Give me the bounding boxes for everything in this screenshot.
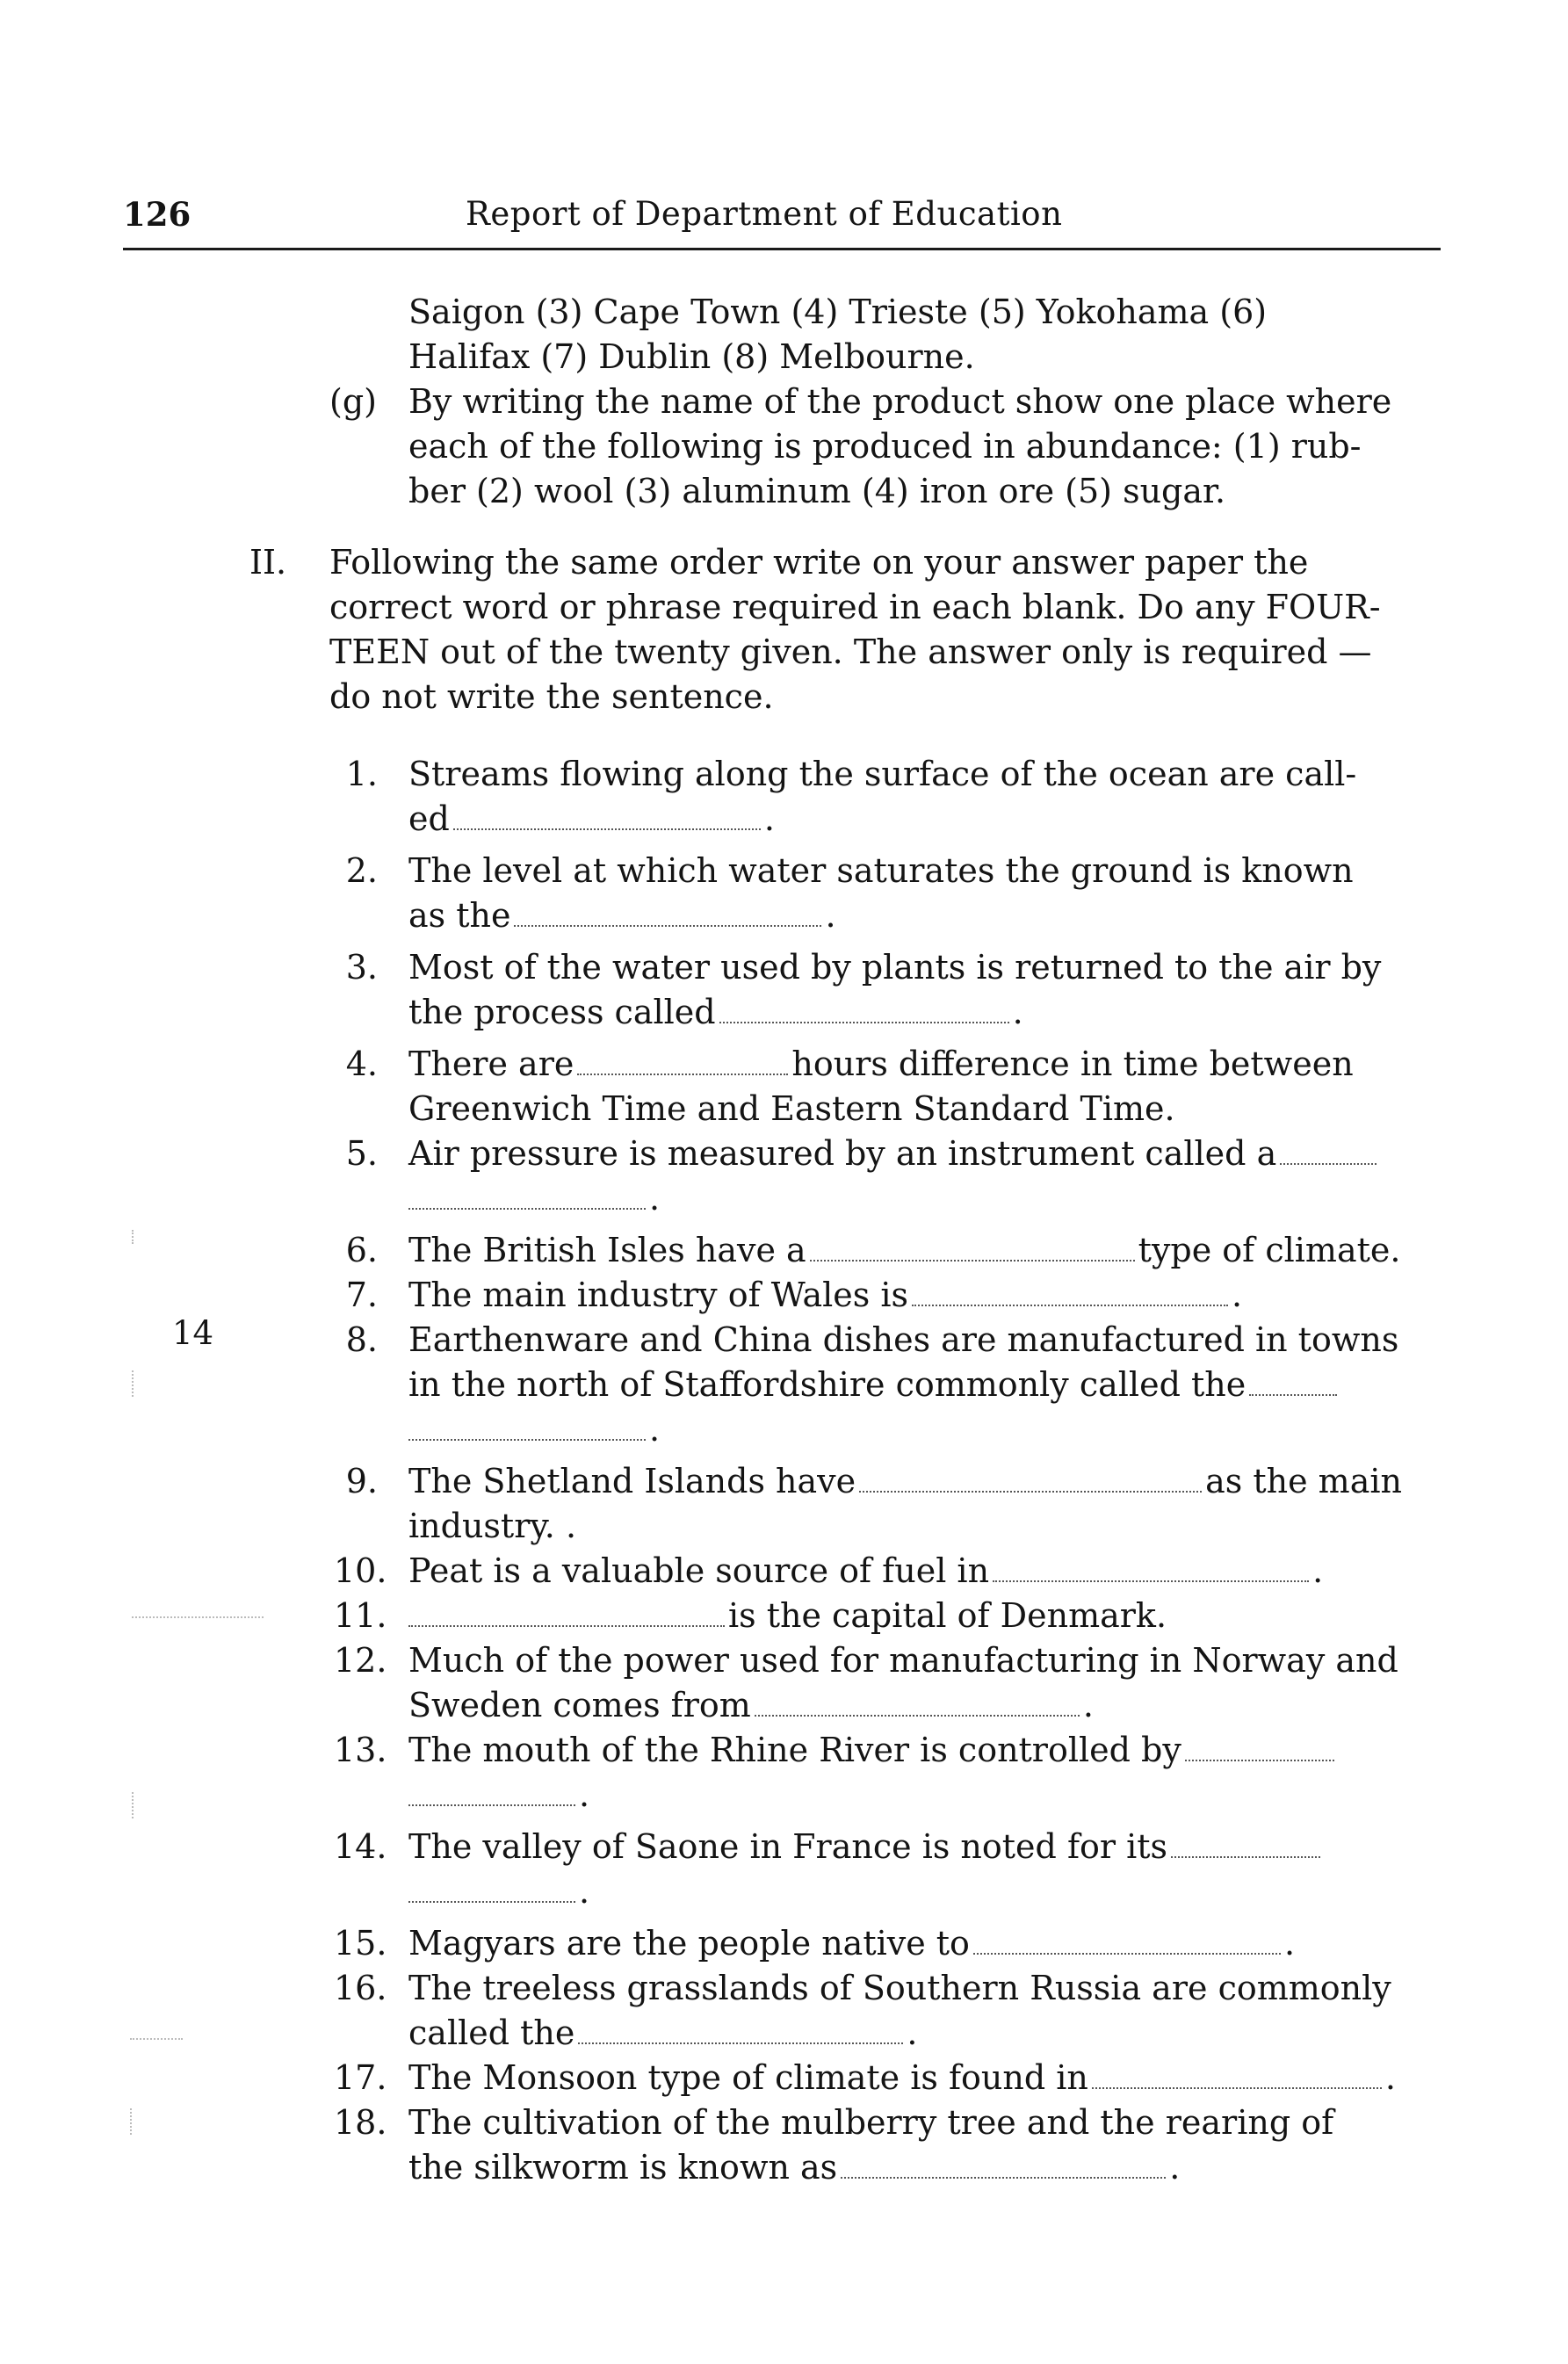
question-15	[334, 1921, 1458, 1966]
question-16	[334, 1966, 1458, 2056]
question-punct: .	[763, 799, 775, 838]
question-7	[334, 1273, 1458, 1318]
question-text: the process called	[408, 993, 716, 1031]
text-line: ber (2) wool (3) aluminum (4) iron ore (5) sugar.	[408, 472, 1226, 510]
answer-blank	[578, 2018, 903, 2044]
running-head: Report of Department of Education	[466, 195, 1063, 233]
question-number: 7.	[345, 1276, 378, 1314]
question-punct: .	[579, 1775, 590, 1814]
scan-speck	[130, 2108, 149, 2135]
text-line: Saigon (3) Cape Town (4) Trieste (5) Yokohama (6)	[408, 293, 1268, 331]
answer-blank	[577, 1049, 788, 1075]
question-punct: .	[1169, 2148, 1181, 2187]
answer-blank	[514, 900, 821, 927]
question-18	[334, 2100, 1458, 2190]
question-text: The British Isles have a	[408, 1231, 806, 1269]
question-11	[334, 1594, 1458, 1638]
question-punct: .	[649, 1179, 661, 1218]
page-header	[123, 195, 1441, 248]
question-text: the silkworm is known as	[408, 2148, 838, 2187]
question-number: 6.	[345, 1231, 378, 1269]
text-line: correct word or phrase required in each blank. Do any FOUR-	[329, 588, 1381, 626]
question-number: 1.	[345, 755, 378, 793]
question-number: 15.	[334, 1924, 387, 1963]
question-17	[334, 2056, 1458, 2100]
answer-blank	[973, 1928, 1281, 1955]
question-punct: .	[1312, 1551, 1324, 1590]
question-text: in the north of Staffordshire commonly called the	[408, 1365, 1246, 1404]
answer-blank	[408, 1780, 575, 1806]
question-14	[334, 1825, 1458, 1914]
question-list	[334, 752, 1458, 2190]
answer-blank	[453, 804, 761, 830]
question-punct: .	[649, 1410, 661, 1449]
question-text: The mouth of the Rhine River is controlled by	[408, 1731, 1181, 1769]
answer-blank	[1092, 2063, 1382, 2089]
scan-speck	[132, 1230, 186, 1244]
question-text: The cultivation of the mulberry tree and the rearing of	[408, 2103, 1334, 2142]
question-number: 12.	[334, 1641, 387, 1680]
answer-blank	[912, 1280, 1228, 1306]
question-punct: .	[1012, 993, 1023, 1031]
question-2	[334, 849, 1458, 938]
part-g-line-1	[329, 380, 1454, 424]
answer-blank	[408, 1183, 646, 1210]
question-number: 17.	[334, 2058, 387, 2097]
question-number: 18.	[334, 2103, 387, 2142]
question-text: The Monsoon type of climate is found in	[408, 2058, 1088, 2097]
question-number: 14.	[334, 1827, 387, 1866]
question-text: Streams flowing along the surface of the ocean are call-	[408, 755, 1357, 793]
question-number: 9.	[345, 1462, 378, 1500]
scan-speck	[130, 2038, 183, 2052]
question-text: Most of the water used by plants is returned to the air by	[408, 948, 1382, 987]
question-text: Air pressure is measured by an instrument called a	[408, 1134, 1277, 1173]
question-text: The main industry of Wales is	[408, 1276, 908, 1314]
answer-blank	[841, 2152, 1166, 2179]
question-punct: .	[1232, 1276, 1243, 1314]
question-text: The valley of Saone in France is noted for its	[408, 1827, 1168, 1866]
question-number: 3.	[345, 948, 378, 987]
answer-blank	[1185, 1735, 1334, 1761]
question-number: 8.	[345, 1320, 378, 1359]
answer-blank	[1171, 1832, 1320, 1858]
question-text: ed	[408, 799, 450, 838]
margin-mark: 14	[172, 1314, 214, 1352]
question-text: Much of the power used for manufacturing in Norway and	[408, 1641, 1398, 1680]
part-g-label: (g)	[329, 382, 377, 421]
text-line: TEEN out of the twenty given. The answer only is required —	[329, 633, 1372, 671]
question-6	[334, 1228, 1458, 1273]
scan-speck	[132, 1616, 264, 1630]
question-text: The Shetland Islands have	[408, 1462, 856, 1500]
answer-blank	[1280, 1139, 1377, 1165]
question-punct: .	[1384, 2058, 1396, 2097]
question-text: Sweden comes from	[408, 1686, 751, 1724]
question-13	[334, 1728, 1458, 1818]
question-number: 11.	[334, 1596, 387, 1635]
question-text: as the	[408, 896, 511, 935]
question-punct: .	[825, 896, 836, 935]
text-line: do not write the sentence.	[329, 677, 774, 716]
question-10	[334, 1549, 1458, 1594]
section-numeral: II.	[249, 543, 287, 582]
answer-blank	[755, 1690, 1080, 1717]
question-text: There are	[408, 1045, 574, 1083]
question-3	[334, 945, 1458, 1035]
question-punct: .	[579, 1872, 590, 1911]
text-line: each of the following is produced in abundance: (1) rub-	[408, 427, 1362, 466]
question-8	[334, 1318, 1458, 1452]
question-text: Greenwich Time and Eastern Standard Time.	[408, 1089, 1175, 1128]
question-text: Magyars are the people native to	[408, 1924, 970, 1963]
question-5	[334, 1131, 1458, 1221]
question-12	[334, 1638, 1458, 1728]
question-text: type of climate.	[1138, 1231, 1401, 1269]
question-text: Peat is a valuable source of fuel in	[408, 1551, 990, 1590]
question-text: The level at which water saturates the ground is known	[408, 851, 1354, 890]
answer-blank	[1249, 1370, 1337, 1396]
question-text: called the	[408, 2013, 575, 2052]
scan-speck	[132, 1370, 160, 1397]
section-instructions	[250, 540, 1454, 719]
answer-blank	[408, 1601, 725, 1627]
question-4	[334, 1042, 1458, 1131]
text-line: By writing the name of the product show one place where	[408, 382, 1392, 421]
header-rule	[123, 248, 1441, 250]
text-line: Halifax (7) Dublin (8) Melbourne.	[408, 337, 975, 376]
page-number: 126	[123, 195, 191, 234]
question-number: 2.	[345, 851, 378, 890]
question-number: 13.	[334, 1731, 387, 1769]
answer-blank	[810, 1235, 1135, 1262]
answer-blank	[859, 1466, 1202, 1493]
answer-blank	[408, 1414, 646, 1441]
question-punct: .	[1283, 1924, 1296, 1963]
question-number: 4.	[345, 1045, 378, 1083]
answer-blank	[408, 1876, 575, 1903]
question-text: The treeless grasslands of Southern Russia are commonly	[408, 1969, 1391, 2007]
question-9	[334, 1459, 1458, 1549]
section-ii	[250, 540, 1454, 719]
question-text: industry. .	[408, 1507, 577, 1545]
question-1	[334, 752, 1458, 842]
question-number: 5.	[345, 1134, 378, 1173]
question-text: hours difference in time between	[791, 1045, 1354, 1083]
question-text: as the main	[1205, 1462, 1402, 1500]
question-punct: .	[907, 2013, 918, 2052]
question-number: 10.	[334, 1551, 387, 1590]
question-text: Earthenware and China dishes are manufactured in towns	[408, 1320, 1399, 1359]
question-punct: .	[1082, 1686, 1094, 1724]
question-number: 16.	[334, 1969, 387, 2007]
question-text: is the capital of Denmark.	[728, 1596, 1167, 1635]
answer-blank	[993, 1556, 1309, 1582]
scan-speck	[132, 1792, 169, 1818]
part-f-continuation	[329, 290, 1454, 514]
text-line: Following the same order write on your answer paper the	[329, 543, 1309, 582]
answer-blank	[719, 997, 1009, 1023]
